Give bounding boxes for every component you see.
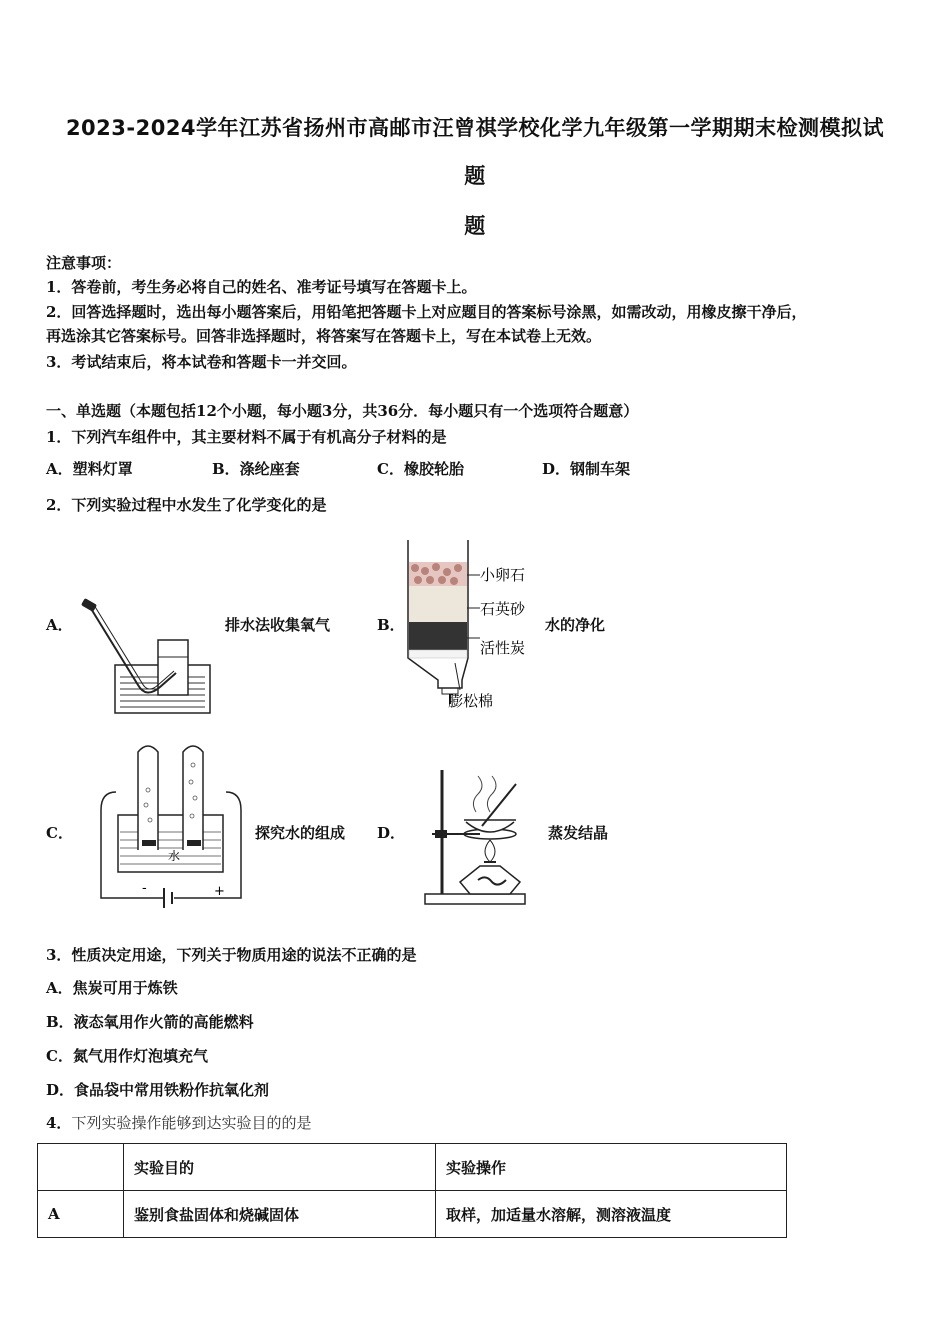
notice-item-2b: 再选涂其它答案标号。回答非选择题时，将答案写在答题卡上，写在本试卷上无效。	[46, 327, 602, 345]
notice-item-2a: 2．回答选择题时，选出每小题答案后，用铅笔把答题卡上对应题目的答案标号涂黑，如需改动，用橡皮擦干净后，	[46, 303, 807, 321]
terminal-plus: +	[214, 884, 225, 899]
q3-option-b: B．液态氧用作火箭的高能燃料	[46, 1013, 254, 1031]
table-header-cell	[38, 1144, 124, 1191]
table-header-cell: 实验操作	[436, 1144, 787, 1191]
q3-stem: 3．性质决定用途，下列关于物质用途的说法不正确的是	[46, 946, 417, 964]
q2-stem: 2．下列实验过程中水发生了化学变化的是	[46, 496, 327, 514]
table-cell: 鉴别食盐固体和烧碱固体	[124, 1191, 436, 1238]
q1-stem: 1．下列汽车组件中，其主要材料不属于有机高分子材料的是	[46, 428, 447, 446]
q1-option-c: C．橡胶轮胎	[377, 460, 464, 478]
section-heading: 一、单选题（本题包括12个小题，每小题3分，共36分．每小题只有一个选项符合题意）	[46, 402, 639, 420]
q2-option-d-caption: 蒸发结晶	[548, 824, 609, 842]
q4-table	[37, 1143, 787, 1238]
q1-option-a: A．塑料灯罩	[46, 460, 133, 478]
evaporation-diagram	[420, 762, 540, 912]
q2-option-b-letter: B．	[377, 616, 405, 634]
label-water: 水	[168, 849, 181, 863]
notice-heading: 注意事项：	[46, 254, 122, 272]
notice-item-3: 3．考试结束后，将本试卷和答题卡一并交回。	[46, 353, 357, 371]
label-sand: 石英砂	[480, 600, 526, 618]
q3-option-d: D．食品袋中常用铁粉作抗氧化剂	[46, 1081, 270, 1099]
water-filter-diagram	[400, 538, 540, 713]
q2-option-c-letter: C．	[46, 824, 73, 842]
table-cell: A	[38, 1191, 124, 1238]
q2-option-b-caption: 水的净化	[545, 616, 606, 634]
table-header-row	[38, 1144, 787, 1191]
gas-collection-diagram	[80, 595, 215, 720]
electrolysis-diagram	[96, 740, 246, 918]
table-row	[38, 1191, 787, 1238]
q2-option-a-caption: 排水法收集氧气	[225, 616, 331, 634]
terminal-minus: -	[142, 881, 147, 896]
q4-stem-line	[46, 1112, 311, 1133]
q3-option-c: C．氮气用作灯泡填充气	[46, 1047, 208, 1065]
table-cell: 取样，加适量水溶解，测溶液温度	[436, 1191, 787, 1238]
q3-option-a: A．焦炭可用于炼铁	[46, 979, 178, 997]
q1-option-b: B．涤纶座套	[212, 460, 300, 478]
notice-item-1: 1．答卷前，考生务必将自己的姓名、准考证号填写在答题卡上。	[46, 278, 477, 296]
table-header-cell: 实验目的	[124, 1144, 436, 1191]
q1-option-d: D．钢制车架	[542, 460, 631, 478]
page-title-line3: 题	[464, 214, 486, 238]
q4-stem: 下列实验操作能够到达实验目的的是	[71, 1114, 312, 1132]
q2-option-c-caption: 探究水的组成	[255, 824, 346, 842]
q4-number: 4．	[46, 1114, 72, 1132]
q2-option-a-letter: A．	[46, 616, 73, 634]
q2-option-d-letter: D．	[377, 824, 406, 842]
label-pebble: 小卵石	[480, 566, 526, 584]
page-title-line2: 题	[464, 164, 486, 188]
label-cotton: 膨松棉	[448, 692, 494, 710]
page-title-line1: 2023-2024学年江苏省扬州市高邮市汪曾祺学校化学九年级第一学期期末检测模拟试	[65, 116, 885, 140]
label-carbon: 活性炭	[480, 639, 526, 657]
